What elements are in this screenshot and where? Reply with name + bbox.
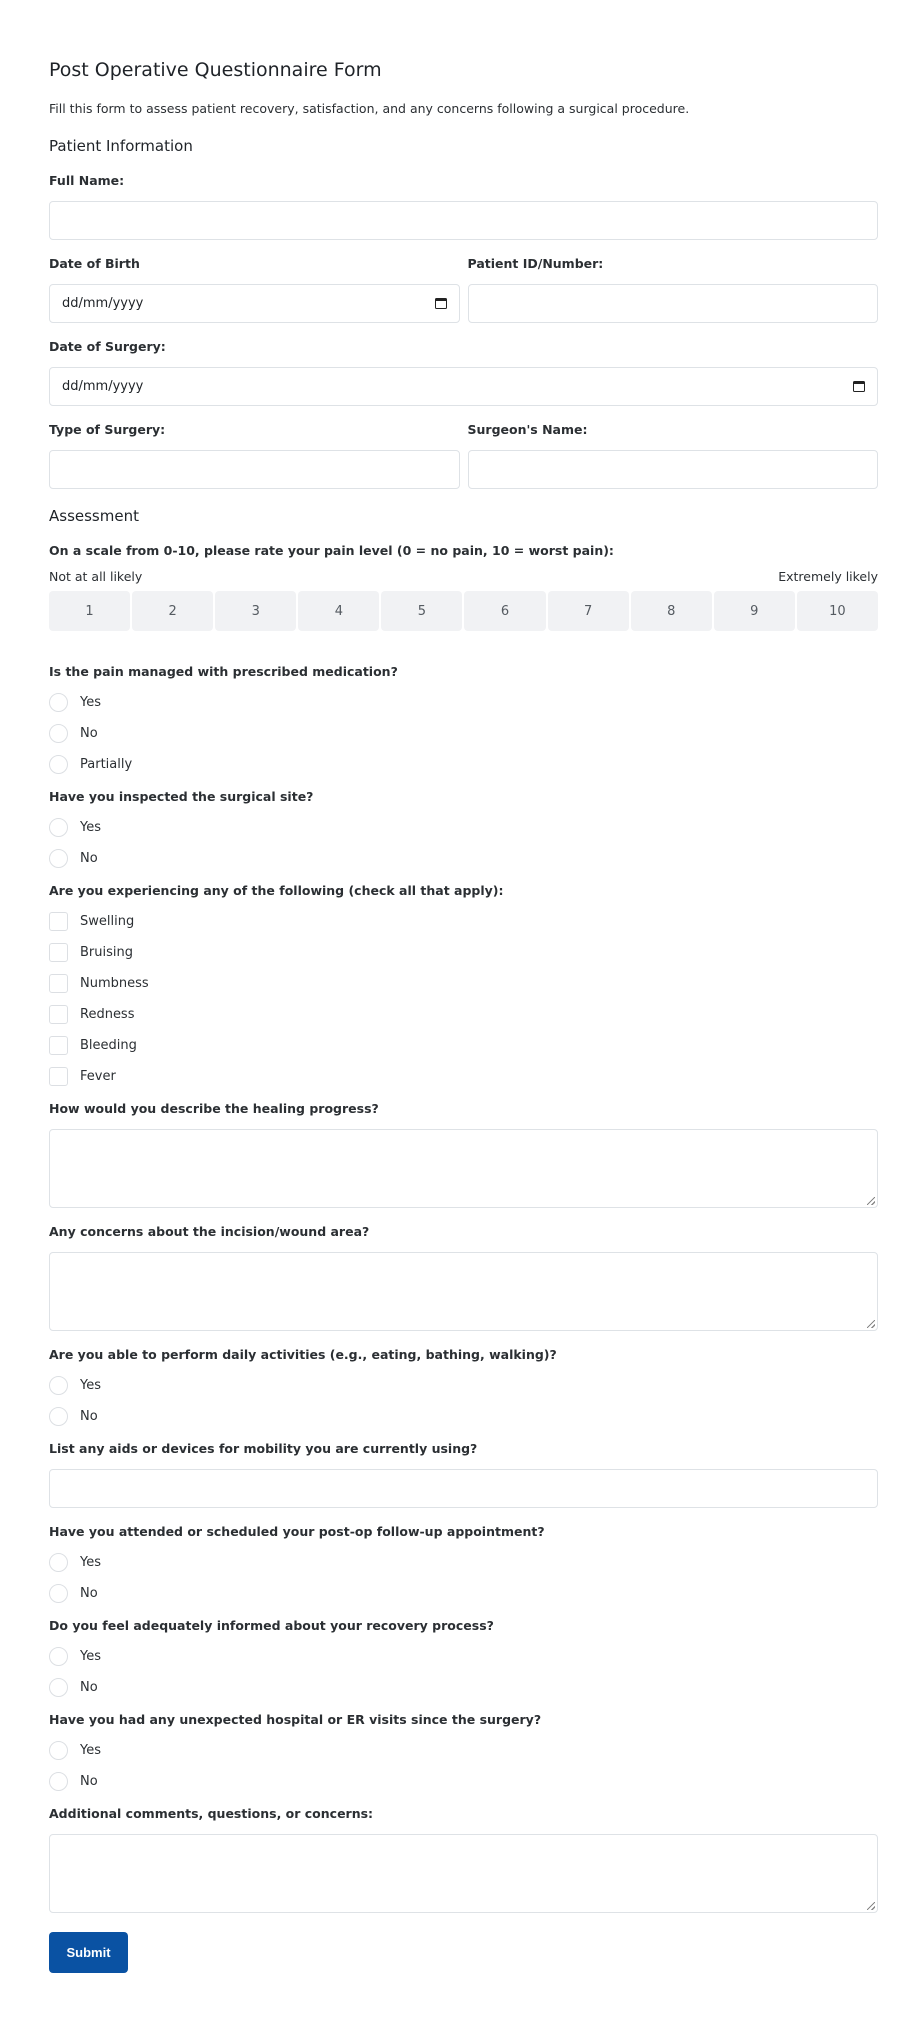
- option-label: Yes: [80, 695, 101, 710]
- option-label: Numbness: [80, 976, 149, 991]
- radio-button[interactable]: [49, 1376, 68, 1395]
- option-label: No: [80, 1774, 98, 1789]
- informed-question: [49, 1617, 878, 1703]
- submit-button[interactable]: Submit: [49, 1932, 128, 1973]
- pain-managed-option-no[interactable]: [49, 718, 878, 749]
- option-label: No: [80, 1409, 98, 1424]
- surgery-type-group: [49, 421, 460, 489]
- pain-managed-question: [49, 663, 878, 780]
- surgery-type-label: Type of Surgery:: [49, 422, 166, 437]
- informed-option-yes[interactable]: [49, 1641, 878, 1672]
- additional-comments-label: Additional comments, questions, or concerns:: [49, 1806, 374, 1821]
- dob-input[interactable]: [49, 284, 460, 323]
- symptom-option-bruising[interactable]: [49, 937, 878, 968]
- symptoms-label: Are you experiencing any of the following (check all that apply):: [49, 883, 504, 898]
- er-visits-label: Have you had any unexpected hospital or ER visits since the surgery?: [49, 1712, 542, 1727]
- healing-progress-textarea[interactable]: [49, 1129, 878, 1208]
- radio-button[interactable]: [49, 1553, 68, 1572]
- checkbox[interactable]: [49, 943, 68, 962]
- option-label: No: [80, 851, 98, 866]
- radio-button[interactable]: [49, 849, 68, 868]
- pain-scale-option-10[interactable]: 10: [797, 591, 878, 631]
- radio-button[interactable]: [49, 1647, 68, 1666]
- surgeon-name-label: Surgeon's Name:: [467, 422, 588, 437]
- pain-managed-option-partially[interactable]: [49, 749, 878, 780]
- pain-managed-option-yes[interactable]: [49, 687, 878, 718]
- site-inspected-option-no[interactable]: [49, 843, 878, 874]
- additional-comments-textarea[interactable]: [49, 1834, 878, 1913]
- checkbox[interactable]: [49, 1005, 68, 1024]
- incision-concerns-label: Any concerns about the incision/wound area?: [49, 1224, 370, 1239]
- option-label: Bruising: [80, 945, 133, 960]
- surgeon-name-input[interactable]: [468, 450, 879, 489]
- radio-button[interactable]: [49, 755, 68, 774]
- healing-progress-label: How would you describe the healing progress?: [49, 1101, 379, 1116]
- full-name-input[interactable]: [49, 201, 878, 240]
- pain-scale-labels: [49, 568, 878, 586]
- mobility-aids-group: [49, 1440, 878, 1508]
- radio-button[interactable]: [49, 1678, 68, 1697]
- option-label: Yes: [80, 1378, 101, 1393]
- calendar-icon[interactable]: [435, 298, 447, 309]
- pain-managed-label: Is the pain managed with prescribed medication?: [49, 664, 398, 679]
- symptom-option-fever[interactable]: [49, 1061, 878, 1092]
- daily-activities-option-yes[interactable]: [49, 1370, 878, 1401]
- surgery-type-surgeon-row: [49, 421, 878, 504]
- healing-progress-group: [49, 1100, 878, 1208]
- radio-button[interactable]: [49, 1741, 68, 1760]
- dob-label: Date of Birth: [49, 256, 140, 271]
- symptom-option-numbness[interactable]: [49, 968, 878, 999]
- option-label: Fever: [80, 1069, 116, 1084]
- checkbox[interactable]: [49, 1067, 68, 1086]
- radio-button[interactable]: [49, 724, 68, 743]
- option-label: Yes: [80, 1649, 101, 1664]
- patient-id-input[interactable]: [468, 284, 879, 323]
- pain-scale-option-9[interactable]: 9: [714, 591, 795, 631]
- option-label: Yes: [80, 820, 101, 835]
- option-label: No: [80, 1680, 98, 1695]
- dob-placeholder: dd/mm/yyyy: [62, 296, 144, 311]
- patient-id-label: Patient ID/Number:: [467, 256, 604, 271]
- surgery-date-placeholder: dd/mm/yyyy: [62, 379, 144, 394]
- mobility-aids-input[interactable]: [49, 1469, 878, 1508]
- option-label: Bleeding: [80, 1038, 137, 1053]
- surgery-date-input[interactable]: [49, 367, 878, 406]
- radio-button[interactable]: [49, 1584, 68, 1603]
- option-label: Partially: [80, 757, 133, 772]
- follow-up-label: Have you attended or scheduled your post-op follow-up appointment?: [49, 1524, 545, 1539]
- radio-button[interactable]: [49, 818, 68, 837]
- surgeon-name-group: [468, 421, 879, 489]
- er-visits-question: [49, 1711, 878, 1797]
- option-label: Yes: [80, 1743, 101, 1758]
- option-label: Swelling: [80, 914, 135, 929]
- er-visits-option-yes[interactable]: [49, 1735, 878, 1766]
- daily-activities-question: [49, 1346, 878, 1432]
- scale-max-label: Extremely likely: [778, 569, 878, 584]
- radio-button[interactable]: [49, 1772, 68, 1791]
- pain-scale-option-7[interactable]: 7: [548, 591, 629, 631]
- symptom-option-redness[interactable]: [49, 999, 878, 1030]
- symptom-option-swelling[interactable]: [49, 906, 878, 937]
- section-heading-patient-info: Patient Information: [49, 137, 193, 155]
- option-label: No: [80, 1586, 98, 1601]
- resize-grip-icon[interactable]: [867, 1320, 875, 1328]
- follow-up-option-yes[interactable]: [49, 1547, 878, 1578]
- site-inspected-question: [49, 788, 878, 874]
- surgery-date-label: Date of Surgery:: [49, 339, 166, 354]
- checkbox[interactable]: [49, 912, 68, 931]
- full-name-label: Full Name:: [49, 173, 125, 188]
- pain-scale-option-5[interactable]: 5: [381, 591, 462, 631]
- additional-comments-group: [49, 1805, 878, 1913]
- radio-button[interactable]: [49, 693, 68, 712]
- surgery-date-group: [49, 338, 878, 406]
- incision-concerns-group: [49, 1223, 878, 1331]
- patient-id-group: [468, 255, 879, 323]
- site-inspected-label: Have you inspected the surgical site?: [49, 789, 314, 804]
- pain-scale-option-3[interactable]: 3: [215, 591, 296, 631]
- daily-activities-label: Are you able to perform daily activities (e.g., eating, bathing, walking)?: [49, 1347, 557, 1362]
- calendar-icon[interactable]: [853, 381, 865, 392]
- option-label: No: [80, 726, 98, 741]
- dob-patient-id-row: [49, 255, 878, 338]
- resize-grip-icon[interactable]: [867, 1197, 875, 1205]
- daily-activities-option-no[interactable]: [49, 1401, 878, 1432]
- scale-min-label: Not at all likely: [49, 569, 143, 584]
- pain-scale-option-1[interactable]: 1: [49, 591, 130, 631]
- dob-group: [49, 255, 460, 323]
- mobility-aids-label: List any aids or devices for mobility you are currently using?: [49, 1441, 478, 1456]
- checkbox[interactable]: [49, 1036, 68, 1055]
- incision-concerns-textarea[interactable]: [49, 1252, 878, 1331]
- option-label: Redness: [80, 1007, 135, 1022]
- follow-up-question: [49, 1523, 878, 1609]
- site-inspected-option-yes[interactable]: [49, 812, 878, 843]
- symptom-option-bleeding[interactable]: [49, 1030, 878, 1061]
- pain-scale-option-2[interactable]: 2: [132, 591, 213, 631]
- resize-grip-icon[interactable]: [867, 1902, 875, 1910]
- er-visits-option-no[interactable]: [49, 1766, 878, 1797]
- informed-option-no[interactable]: [49, 1672, 878, 1703]
- pain-scale-option-8[interactable]: 8: [631, 591, 712, 631]
- option-label: Yes: [80, 1555, 101, 1570]
- symptoms-question: [49, 882, 878, 1092]
- informed-label: Do you feel adequately informed about your recovery process?: [49, 1618, 494, 1633]
- pain-scale-question: On a scale from 0-10, please rate your pain level (0 = no pain, 10 = worst pain):: [49, 543, 614, 558]
- surgery-type-input[interactable]: [49, 450, 460, 489]
- pain-scale-option-4[interactable]: 4: [298, 591, 379, 631]
- radio-button[interactable]: [49, 1407, 68, 1426]
- pain-scale-option-6[interactable]: 6: [464, 591, 545, 631]
- form-description: Fill this form to assess patient recovery, satisfaction, and any concerns following a surgical procedure.: [49, 101, 690, 116]
- pain-scale: [49, 591, 878, 631]
- follow-up-option-no[interactable]: [49, 1578, 878, 1609]
- section-heading-assessment: Assessment: [49, 507, 139, 525]
- full-name-group: [49, 172, 878, 240]
- checkbox[interactable]: [49, 974, 68, 993]
- page-title: Post Operative Questionnaire Form: [49, 59, 382, 81]
